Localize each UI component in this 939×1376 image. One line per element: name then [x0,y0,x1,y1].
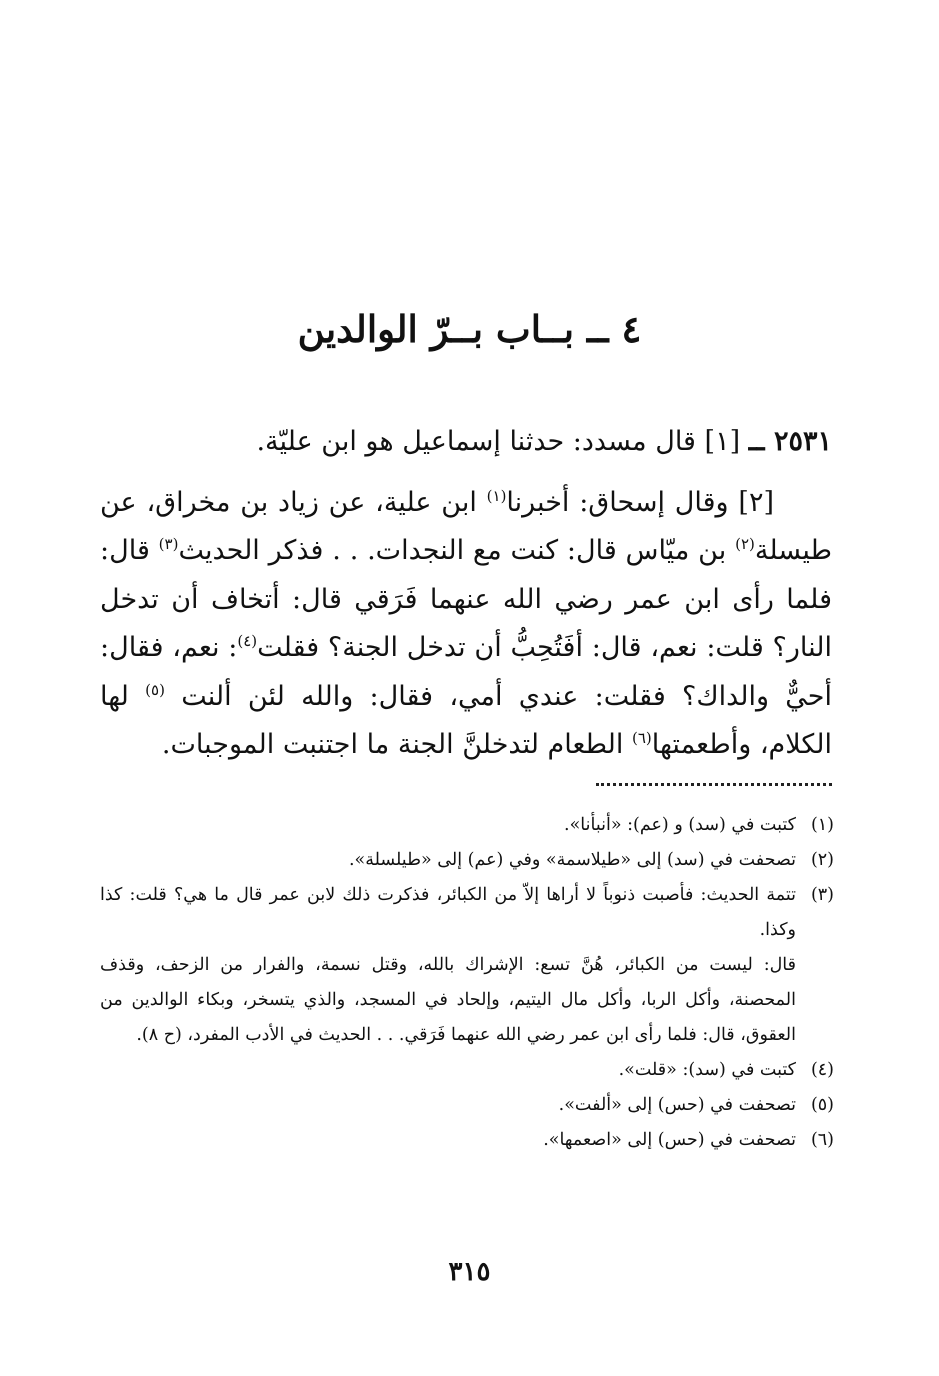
footnote-ref[interactable]: (٣) [158,535,179,553]
footnotes [100,808,834,1158]
footnote [100,1123,834,1158]
footnote-text [100,1123,796,1158]
footnote-paragraph: تصحفت في (حس) إلى «اصعمها». [543,1130,796,1150]
hadith-text-segment: بن ميّاس قال: كنت مع النجدات. . . فذكر الحديث [178,535,736,566]
footnote-ref[interactable]: (١) [486,486,507,505]
hadith-text-segment: لها الكلام، وأطعمتها [100,680,832,760]
footnote-paragraph: كتبت في (سد) و (عم): «أنبأنا». [564,815,796,835]
footnote-text [100,878,796,1053]
footnote-ref[interactable]: (٦) [631,729,652,747]
page-number: ٣١٥ [448,1257,491,1287]
footnote-ref[interactable]: (٥) [145,680,165,699]
narration-text: قال مسدد: حدثنا إسماعيل هو ابن عليّة. [256,426,696,457]
hadith-text [100,418,832,770]
narration-marker: [٢] [738,486,774,518]
hadith-text-segment: وقال إسحاق: أخبرنا [506,486,739,518]
narration-marker: [١] [704,426,741,457]
footnote-label: (٦) [810,1130,834,1150]
footnote-divider [596,783,832,786]
footnote-text [100,843,796,878]
footnote-label: (١) [810,815,834,835]
footnote-paragraph: تتمة الحديث: فأصبت ذنوباً لا أراها إلاّ من الكبائر، فذكرت ذلك لابن عمر قال ما هي؟ قلت: كذا وكذا. [100,885,796,940]
footnote-label: (٢) [810,850,834,870]
footnote-text [100,1088,796,1123]
footnote [100,878,834,1053]
footnote-label: (٤) [810,1060,834,1080]
hadith-text-segment: ابن علية، عن زياد بن مخراق، عن طيسلة [100,486,832,566]
footnote-paragraph: تصحفت في (سد) إلى «طيلاسمة» وفي (عم) إلى «طيلسلة». [348,850,796,870]
hadith-text-segment: الطعام لتدخلنَّ الجنة ما اجتنبت الموجبات. [161,729,632,760]
footnote-ref[interactable]: (٤) [237,632,258,650]
footnote-ref[interactable]: (٢) [735,535,755,553]
footnote [100,1053,834,1088]
footnote-text [100,808,796,843]
hadith-body [100,479,832,770]
footnote [100,1088,834,1123]
footnote-label: (٣) [810,885,834,905]
footnote-text [100,1053,796,1088]
hadith-text-segment: : نعم، فقال: أحيٌّ والداك؟ فقلت: عندي أمي، فقال: والله لئن ألنت [100,632,832,712]
hadith-text-segment: قال: فلما رأى ابن عمر رضي الله عنهما فَرَقي قال: أتخاف أن تدخل النار؟ قلت: نعم، قال: أفَتُحِبُّ أن تدخل الجنة؟ فقلت [100,535,832,663]
hadith-header [100,418,832,467]
chapter-title: ٤ ــ بــاب بــرّ الوالدين [297,307,642,351]
hadith-number: ٢٥٣١ ــ [748,426,832,457]
footnote-paragraph: قال: ليست من الكبائر، هُنَّ تسع: الإشراك بالله، وقتل نسمة، والفرار من الزحف، وقذف المحصنة، وأكل الربا، وأكل مال اليتيم، وإلحاد في المسجد، والذي يتسخر، وبكاء الوالدين من العقوق، قال: فلما رأى ابن عمر رضي الله عنهما فَرَقي. . . الحديث في الأدب المفرد، (ح ٨). [100,955,796,1045]
footnote-paragraph: تصحفت في (حس) إلى «ألفت». [558,1095,796,1115]
footnote-label: (٥) [810,1095,834,1115]
footnote [100,843,834,878]
footnote-paragraph: كتبت في (سد): «قلت». [618,1060,796,1080]
footnote [100,808,834,843]
